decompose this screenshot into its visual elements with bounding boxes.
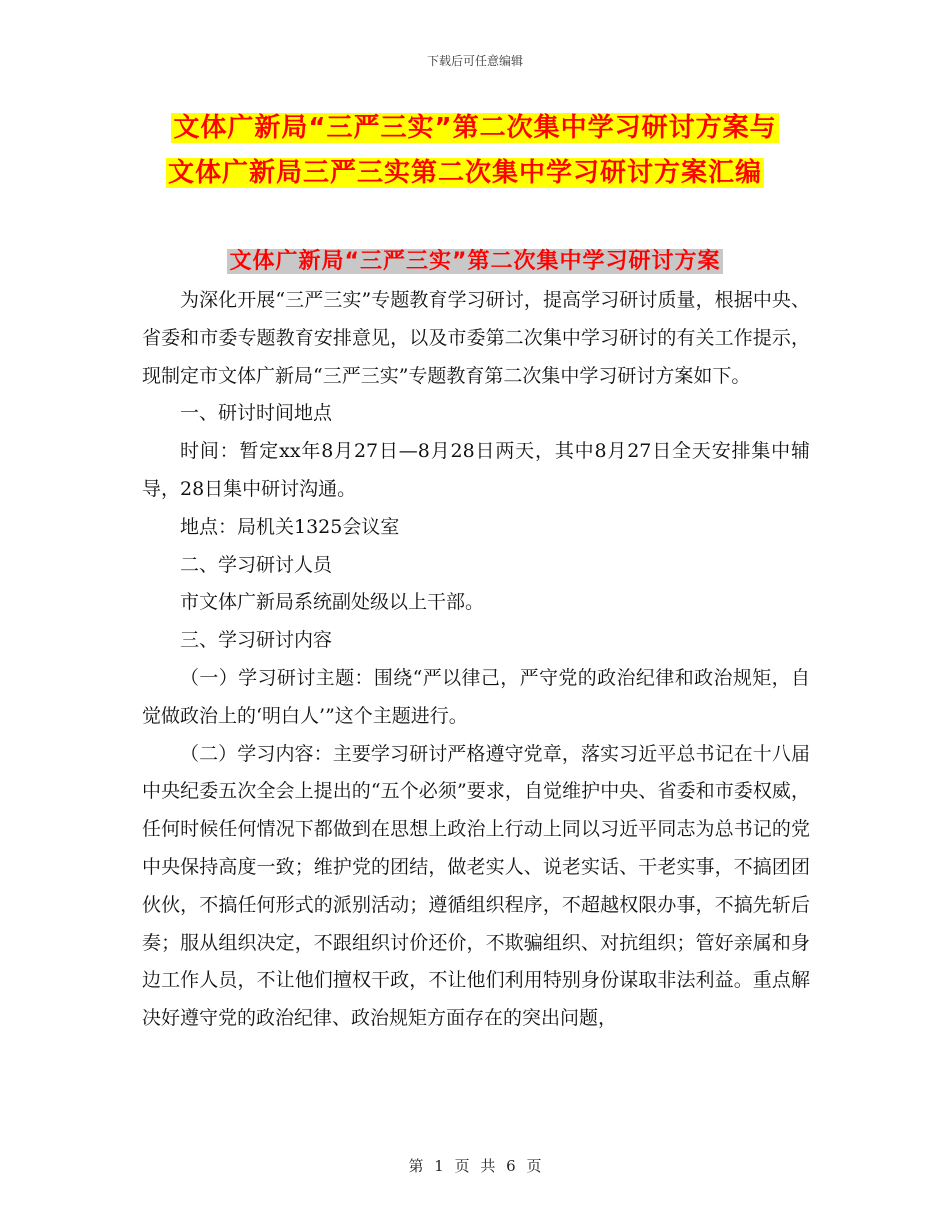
section-title	[0, 244, 950, 280]
heading-content: 三、学习研讨内容	[180, 629, 333, 652]
paragraph-intro: 为深化开展“三严三实”专题教育学习研讨，提高学习研讨质量，根据中央、省委和市委专题教育安排意见，以及市委第二次集中学习研讨的有关工作提示，现制定市文体广新局“三严三实”专题教育第二次集中学习研讨方案如下。	[142, 289, 810, 387]
section-title-text: 文体广新局“三严三实”第二次集中学习研讨方案	[227, 249, 724, 274]
document-title-line-2	[0, 155, 940, 191]
paragraph-time: 时间：暂定xx年8月27日—8月28日两天，其中8月27日全天安排集中辅导，28日集中研讨沟通。	[142, 440, 810, 500]
document-title-line-1-text: 文体广新局“三严三实”第二次集中学习研讨方案与	[173, 113, 777, 143]
paragraph-location: 地点：局机关1325会议室	[180, 515, 400, 538]
heading-time-location: 一、研讨时间地点	[180, 402, 333, 425]
paragraph-theme: （一）学习研讨主题：围绕“严以律己，严守党的政治纪律和政治规矩，自觉做政治上的‘明白人’”这个主题进行。	[142, 666, 810, 727]
document-title-line-2-text: 文体广新局三严三实第二次集中学习研讨方案汇编	[167, 158, 762, 188]
document-title-line-1	[0, 110, 950, 146]
page-footer: 第 1 页 共 6 页	[408, 1157, 542, 1175]
paragraph-participants: 市文体广新局系统副处级以上干部。	[180, 591, 485, 614]
header-note: 下载后可任意编辑	[426, 54, 523, 68]
heading-participants: 二、学习研讨人员	[180, 553, 333, 576]
paragraph-study-content: （二）学习内容：主要学习研讨严格遵守党章，落实习近平总书记在十八届中央纪委五次全会上提出的“五个必须”要求，自觉维护中央、省委和市委权威，任何时候任何情况下都做到在思想上政治上行动上同以习近平同志为总书记的党中央保持高度一致；维护党的团结，做老实人、说老实话、干老实事，不搞团团伙伙，不搞任何形式的派别活动；遵循组织程序，不超越权限办事，不搞先斩后奏；服从组织决定，不跟组织讨价还价，不欺骗组织、对抗组织；管好亲属和身边工作人员，不让他们擅权干政，不让他们利用特别身份谋取非法利益。重点解决好遵守党的政治纪律、政治规矩方面存在的突出问题，	[142, 742, 810, 1030]
document-body	[142, 282, 810, 1038]
